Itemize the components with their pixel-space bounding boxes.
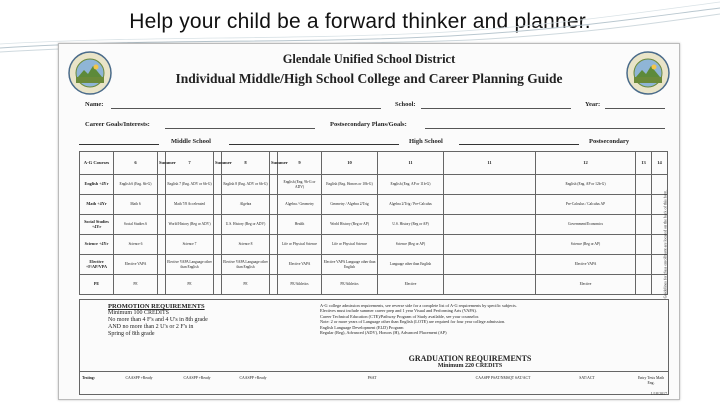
course-cell: Geometry / Algebra 2/Trig: [322, 195, 378, 215]
course-cell: Science 8: [222, 235, 270, 255]
course-cell: World History (Reg or AP): [322, 215, 378, 235]
note-line: English Language Development (ELD) Program: [320, 324, 404, 330]
slide-title: Help your child be a forward thinker and planner.: [129, 10, 591, 33]
course-cell: Language other than English: [378, 255, 444, 275]
name-label: Name:: [85, 101, 104, 108]
subject-label: Social Studies +4Yr: [80, 215, 114, 235]
course-row: [80, 255, 668, 275]
empty-cell: [214, 235, 222, 255]
empty-cell: [214, 255, 222, 275]
phase-postsecondary: Postsecondary: [589, 138, 630, 145]
timeline-line: [459, 144, 579, 145]
note-line: Note: 2 or more years of Language other than English (LOTE) are required for four year college admission.: [320, 319, 506, 325]
empty-cell: [214, 275, 222, 295]
empty-cell: [444, 275, 536, 295]
empty-cell: [636, 235, 652, 255]
course-cell: Elective VAPA: [536, 255, 636, 275]
course-cell: Science 6: [114, 235, 158, 255]
course-cell: Elective VAPA: [114, 255, 158, 275]
test-cell: CAASPP +Ready: [239, 376, 267, 380]
graduation-heading: GRADUATION REQUIREMENTS: [408, 354, 532, 363]
course-cell: Algebra: [222, 195, 270, 215]
grade-cell: 13: [636, 152, 652, 175]
empty-cell: [214, 175, 222, 195]
promotion-heading: PROMOTION REQUIREMENTS: [108, 303, 205, 310]
empty-cell: [214, 215, 222, 235]
phase-middle-school: Middle School: [171, 138, 211, 145]
test-cell: CAASPP +Ready: [125, 376, 153, 380]
test-cell: SAT/ACT: [579, 376, 595, 380]
graduation-credits: Minimum 220 CREDITS: [437, 363, 503, 369]
postsecondary-plans-line: [425, 128, 665, 129]
course-cell: Math 6: [114, 195, 158, 215]
grade-cell: 6: [114, 152, 158, 175]
sidebar-note: [659, 154, 671, 334]
goals-row: [85, 121, 665, 131]
timeline-line: [79, 144, 159, 145]
school-label: School:: [395, 101, 416, 108]
corner-cell: A-G Courses: [80, 152, 114, 175]
course-cell: Life or Physical Science: [322, 235, 378, 255]
testing-label: Testing:: [82, 376, 95, 380]
course-cell: Pre-Calculus / Calculus AP: [536, 195, 636, 215]
course-cell: Elective VAPA Language other than English: [322, 255, 378, 275]
grade-header-row: [80, 152, 668, 175]
course-cell: World History (Reg or ADV): [166, 215, 214, 235]
postsecondary-plans-label: Postsecondary Plans/Goals:: [330, 121, 407, 128]
empty-cell: [636, 175, 652, 195]
course-cell: PE/Athletics: [322, 275, 378, 295]
subject-label: PE: [80, 275, 114, 295]
empty-cell: [270, 175, 278, 195]
planning-guide-document: [58, 43, 680, 400]
empty-cell: [636, 215, 652, 235]
course-cell: PE: [222, 275, 270, 295]
subject-label: Science +4Yr: [80, 235, 114, 255]
course-cell: Science 7: [166, 235, 214, 255]
course-cell: English (Eng. AP or 11b-G): [378, 175, 444, 195]
empty-cell: [270, 195, 278, 215]
grade-cell: 8: [222, 152, 270, 175]
course-cell: PE: [166, 275, 214, 295]
guide-title: Individual Middle/High School College and Career Planning Guide: [175, 71, 563, 86]
empty-cell: [444, 255, 536, 275]
summer-cell: Summer: [214, 152, 222, 175]
school-line: [421, 108, 571, 109]
course-cell: Elective VAPA: [278, 255, 322, 275]
empty-cell: [270, 215, 278, 235]
grade-cell: 12: [536, 152, 636, 175]
phase-timeline: [79, 138, 671, 150]
promotion-line: Minimum 100 CREDITS: [108, 310, 170, 316]
empty-cell: [444, 175, 536, 195]
empty-cell: [636, 255, 652, 275]
course-cell: Science (Reg or AP): [536, 235, 636, 255]
course-cell: English (Eng. 9b-G or ADV): [278, 175, 322, 195]
course-cell: Social Studies 6: [114, 215, 158, 235]
requirements-notes: [320, 303, 650, 335]
testing-row: [80, 371, 668, 395]
document-date: 1/18/2017: [650, 391, 667, 396]
note-line: A-G college admission requirements, see reverse side for a complete list of A-G requirements by specific subjects.: [320, 303, 517, 308]
graduation-requirements: [320, 354, 620, 369]
promotion-line: AND no more than 2 U's or 2 F's in: [108, 324, 194, 330]
summer-cell: Summer: [270, 152, 278, 175]
empty-cell: [444, 215, 536, 235]
grade-cell: 14: [652, 152, 668, 175]
course-cell: Algebra / Geometry: [278, 195, 322, 215]
course-cell: English 7 (Eng. ADV or 6b-G): [166, 175, 214, 195]
test-cell: Entry Tests Math Eng.: [637, 376, 665, 385]
course-cell: PE/Athletics: [278, 275, 322, 295]
empty-cell: [270, 275, 278, 295]
year-line: [605, 108, 665, 109]
course-cell: U.S. History (Reg or AP): [378, 215, 444, 235]
year-label: Year:: [585, 101, 601, 108]
course-cell: Health: [278, 215, 322, 235]
course-cell: PE: [114, 275, 158, 295]
course-cell: Government/Economics: [536, 215, 636, 235]
course-cell: Math 7/8 Accelerated: [166, 195, 214, 215]
note-line: Career Technical Education (CTE)/Pathway Program of Study available, see your counselor.: [320, 313, 480, 319]
timeline-line: [229, 144, 399, 145]
empty-cell: [636, 195, 652, 215]
course-cell: English 8 (Eng. ADV or 6b-G): [222, 175, 270, 195]
course-row: [80, 215, 668, 235]
requirements-section: [79, 299, 669, 395]
course-row: [80, 195, 668, 215]
empty-cell: [158, 175, 166, 195]
sidebar-note-text: Guidelines for class enrollment are located on the back of this form.: [662, 189, 668, 299]
course-cell: Elective: [536, 275, 636, 295]
course-cell: Elective VAPA Language other than English: [222, 255, 270, 275]
student-info-row: [85, 101, 665, 111]
course-planning-grid: [79, 151, 668, 295]
note-line: Electives must include summer career prep and 1 year Visual and Performing Arts (VAPA).: [320, 308, 477, 314]
course-row: [80, 175, 668, 195]
course-cell: Life or Physical Science: [278, 235, 322, 255]
name-line: [111, 108, 381, 109]
course-cell: English 6 (Eng. 6b-G): [114, 175, 158, 195]
district-name: Glendale Unified School District: [282, 52, 456, 66]
empty-cell: [270, 235, 278, 255]
grade-cell: 9: [278, 152, 322, 175]
course-cell: Elective: [378, 275, 444, 295]
course-row: [80, 275, 668, 295]
phase-high-school: High School: [409, 138, 443, 145]
promotion-line: Spring of 8th grade: [108, 331, 155, 337]
subject-label: English +4Yr: [80, 175, 114, 195]
career-goals-line: [165, 128, 315, 129]
subject-label: Elective +F/AP/VPA: [80, 255, 114, 275]
course-cell: Science (Reg or AP): [378, 235, 444, 255]
empty-cell: [270, 255, 278, 275]
empty-cell: [158, 235, 166, 255]
career-goals-label: Career Goals/Interests:: [85, 121, 150, 128]
empty-cell: [214, 195, 222, 215]
grade-cell: 11: [378, 152, 444, 175]
course-cell: Elective VAPA Language other than English: [166, 255, 214, 275]
subject-label: Math +4Yr: [80, 195, 114, 215]
course-cell: Algebra 2/Trig / Pre-Calculus: [378, 195, 444, 215]
test-cell: PSAT: [367, 376, 377, 380]
empty-cell: [158, 215, 166, 235]
empty-cell: [158, 255, 166, 275]
grade-cell: 7: [166, 152, 214, 175]
empty-cell: [444, 195, 536, 215]
course-cell: English (Eng. AP or 12b-G): [536, 175, 636, 195]
grade-cell: 11: [444, 152, 536, 175]
test-cell: CAASPP +Ready: [183, 376, 211, 380]
note-line: Regular (Reg), Advanced (ADV), Honors (H), Advanced Placement (AP): [320, 330, 447, 336]
empty-cell: [158, 275, 166, 295]
course-row: [80, 235, 668, 255]
empty-cell: [636, 275, 652, 295]
course-cell: U.S. History (Reg or ADV): [222, 215, 270, 235]
empty-cell: [444, 235, 536, 255]
grade-cell: 10: [322, 152, 378, 175]
empty-cell: [158, 195, 166, 215]
test-cell: CAASPP PSAT/NMSQT SAT/ACT: [475, 376, 531, 380]
summer-cell: Summer: [158, 152, 166, 175]
promotion-line: No more than 4 F's and 4 U's in 8th grade: [108, 317, 208, 323]
course-cell: English (Eng. Honors or 10b-G): [322, 175, 378, 195]
